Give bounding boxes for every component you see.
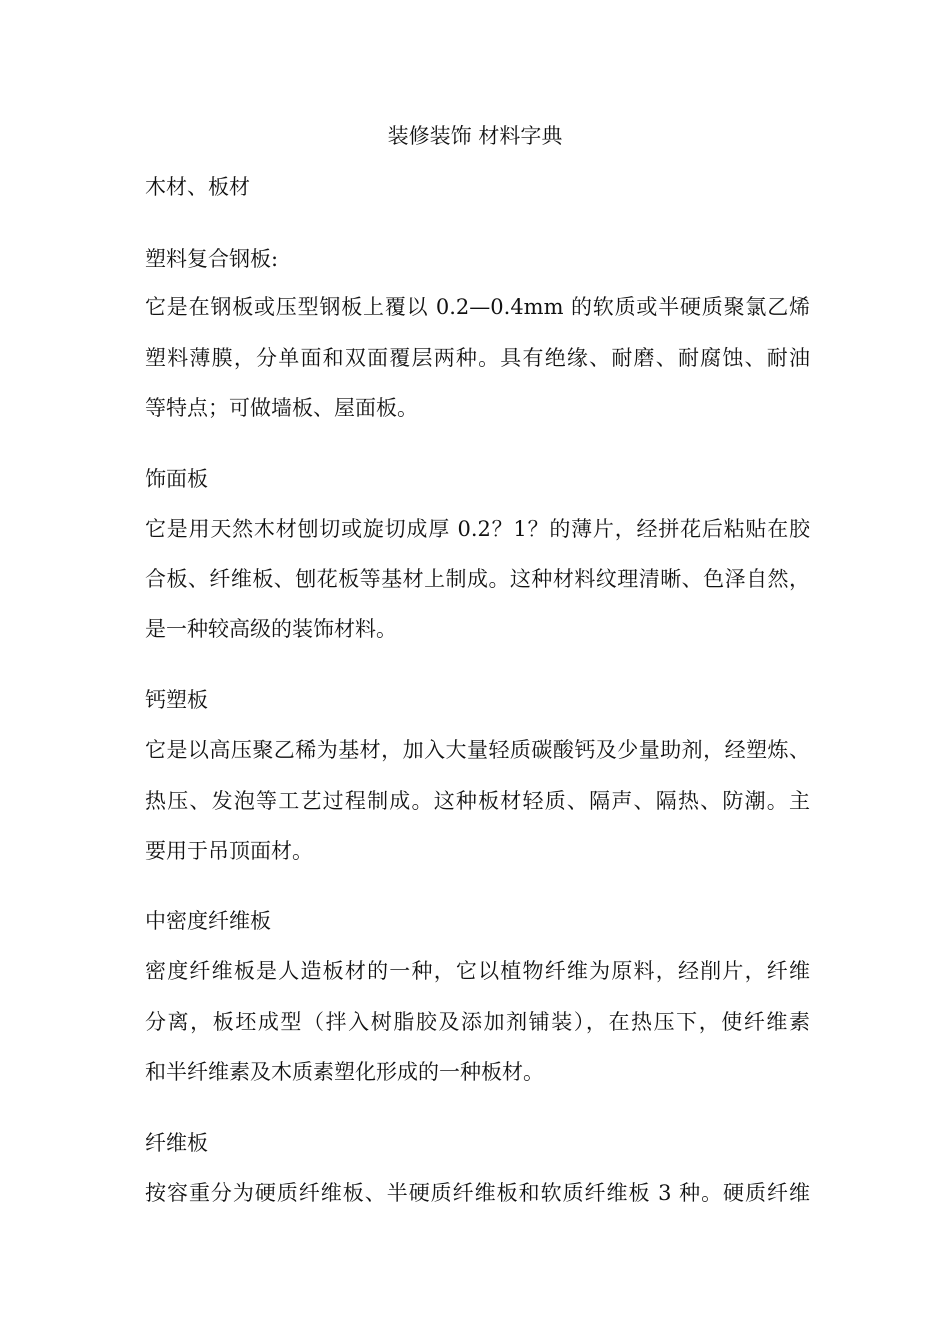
- paragraph-line: 是一种较高级的装饰材料。: [145, 617, 397, 641]
- paragraph-line: 要用于吊顶面材。: [145, 839, 313, 863]
- category-heading: 木材、板材: [145, 175, 250, 199]
- section-heading: 中密度纤维板: [145, 909, 271, 933]
- paragraph-line: 和半纤维素及木质素塑化形成的一种板材。: [145, 1060, 544, 1084]
- paragraph-line: 密度纤维板是人造板材的一种，它以植物纤维为原料，经削片，纤维: [145, 959, 810, 983]
- paragraph-line: 等特点；可做墙板、屋面板。: [145, 396, 418, 420]
- paragraph-line: 按容重分为硬质纤维板、半硬质纤维板和软质纤维板 3 种。硬质纤维: [145, 1181, 810, 1205]
- document-title: 装修装饰 材料字典: [387, 124, 563, 148]
- paragraph-line: 分离，板坯成型（拌入树脂胶及添加剂铺装），在热压下，使纤维素: [145, 1010, 810, 1034]
- paragraph-line: 它是用天然木材刨切或旋切成厚 0.2？1？的薄片，经拼花后粘贴在胶: [145, 517, 810, 541]
- paragraph-line: 它是在钢板或压型钢板上覆以 0.2—0.4mm 的软质或半硬质聚氯乙烯: [145, 295, 810, 319]
- paragraph-line: 热压、发泡等工艺过程制成。这种板材轻质、隔声、隔热、防潮。主: [145, 789, 810, 813]
- section-heading: 钙塑板: [145, 688, 208, 712]
- section-heading: 塑料复合钢板:: [145, 247, 279, 271]
- paragraph-line: 它是以高压聚乙稀为基材，加入大量轻质碳酸钙及少量助剂，经塑炼、: [145, 738, 810, 762]
- section-heading: 饰面板: [145, 467, 208, 491]
- paragraph-line: 合板、纤维板、刨花板等基材上制成。这种材料纹理清晰、色泽自然，: [145, 567, 810, 591]
- section-heading: 纤维板: [145, 1131, 208, 1155]
- paragraph-line: 塑料薄膜，分单面和双面覆层两种。具有绝缘、耐磨、耐腐蚀、耐油: [145, 346, 810, 370]
